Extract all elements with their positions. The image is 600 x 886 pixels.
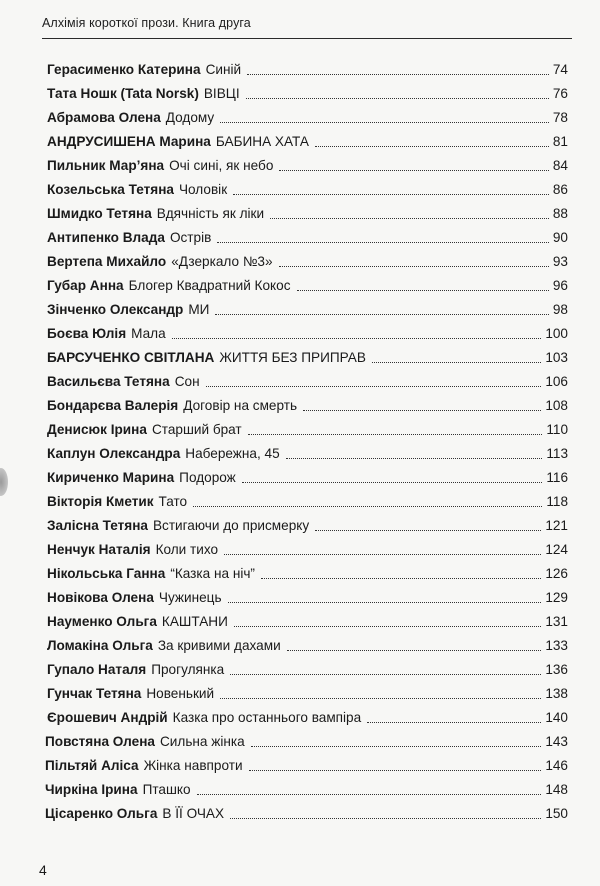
toc-author: Гупало Наталя (47, 662, 147, 677)
toc-page-number: 110 (546, 422, 568, 437)
dot-leader (279, 170, 548, 171)
toc-page-number: 150 (545, 806, 568, 821)
toc-title: БАБИНА ХАТА (215, 134, 309, 149)
toc-entry (47, 246, 568, 270)
toc-title: В ЇЇ ОЧАХ (162, 806, 225, 821)
toc-author: Ломакіна Ольга (47, 638, 153, 653)
toc-page-number: 138 (545, 686, 568, 701)
toc-page-number: 116 (546, 470, 568, 485)
toc-author: Чиркіна Ірина (45, 782, 138, 797)
toc-entry (47, 390, 568, 414)
dot-leader (230, 818, 541, 819)
toc-page-number: 78 (552, 110, 568, 125)
toc-title: Жінка навпроти (143, 758, 243, 773)
toc-title: Чоловік (178, 182, 228, 197)
toc-author: Денисюк Ірина (47, 422, 147, 437)
dot-leader (279, 266, 549, 267)
toc-author: Абрамова Олена (47, 110, 161, 125)
dot-leader (297, 290, 549, 291)
toc-page-number: 140 (545, 710, 568, 725)
toc-author: Науменко Ольга (47, 614, 157, 629)
toc-author: Цісаренко Ольга (45, 806, 158, 821)
toc-title: Вдячність як ліки (156, 206, 265, 221)
toc-page-number: 133 (545, 638, 568, 653)
toc-entry (47, 630, 568, 654)
toc-page-number: 129 (545, 590, 568, 605)
toc-page-number: 126 (545, 566, 568, 581)
toc-title: Острів (169, 230, 212, 245)
toc-page-number: 96 (552, 278, 568, 293)
toc-page-number: 121 (545, 518, 568, 533)
toc-page-number: 131 (545, 614, 568, 629)
toc-author: Ненчук Наталія (47, 542, 151, 557)
toc-title: “Казка на ніч” (170, 566, 255, 581)
toc-page-number: 148 (545, 782, 568, 797)
toc-title: Тато (158, 494, 188, 509)
toc-page-number: 84 (552, 158, 568, 173)
dot-leader (367, 722, 541, 723)
dot-leader (228, 602, 542, 603)
toc-page-number: 93 (552, 254, 568, 269)
binding-shadow (0, 468, 8, 496)
toc-title: Пташко (142, 782, 191, 797)
toc-title: Встигаючи до присмерку (152, 518, 310, 533)
toc-entry (47, 702, 568, 726)
dot-leader (248, 434, 543, 435)
toc-author: Антипенко Влада (47, 230, 165, 245)
toc-title: Очі сині, як небо (169, 158, 274, 173)
toc-title: ЖИТТЯ БЕЗ ПРИПРАВ (219, 350, 366, 365)
toc-title: Блогер Квадратний Кокос (128, 278, 291, 293)
toc-title: «Дзеркало №3» (171, 254, 273, 269)
toc-title: Мала (131, 326, 166, 341)
dot-leader (220, 122, 549, 123)
toc-author: Губар Анна (47, 278, 124, 293)
toc-entry (47, 78, 568, 102)
toc-author: Герасименко Катерина (47, 62, 201, 77)
toc-page-number: 76 (552, 86, 568, 101)
toc-title: Коли тихо (155, 542, 219, 557)
toc-entry (47, 486, 568, 510)
dot-leader (220, 698, 541, 699)
toc-entry (47, 150, 568, 174)
dot-leader (315, 146, 549, 147)
toc-entry (47, 270, 568, 294)
toc-author: Бондарєва Валерія (47, 398, 179, 413)
dot-leader (197, 794, 542, 795)
dot-leader (172, 338, 542, 339)
toc-page-number: 81 (552, 134, 568, 149)
toc-author: АНДРУСИШЕНА Марина (47, 134, 211, 149)
toc-entry (47, 678, 568, 702)
dot-leader (234, 626, 541, 627)
toc-entry (47, 606, 568, 630)
toc-title: Новенький (146, 686, 215, 701)
toc-entry (47, 462, 568, 486)
toc-author: Єрошевич Андрій (47, 710, 168, 725)
toc-entry (47, 438, 568, 462)
toc-title: Набережна, 45 (185, 446, 280, 461)
dot-leader (230, 674, 541, 675)
toc-entry (47, 102, 568, 126)
toc-page-number: 136 (545, 662, 568, 677)
toc-author: Вертепа Михайло (47, 254, 167, 269)
toc-author: Тата Ношк (Tata Norsk) (47, 86, 199, 101)
toc-title: КАШТАНИ (161, 614, 228, 629)
toc-page-number: 98 (552, 302, 568, 317)
toc-entry (47, 174, 568, 198)
toc-author: Новікова Олена (47, 590, 154, 605)
toc-page-number: 113 (546, 446, 568, 461)
dot-leader (251, 746, 542, 747)
toc-author: Боєва Юлія (47, 326, 127, 341)
toc-author: Шмидко Тетяна (47, 206, 152, 221)
dot-leader (193, 506, 542, 507)
toc-page-number: 103 (545, 350, 568, 365)
toc-author: Повстяна Олена (45, 734, 155, 749)
dot-leader (372, 362, 541, 363)
dot-leader (315, 530, 541, 531)
toc-entry (47, 414, 568, 438)
dot-leader (217, 242, 549, 243)
toc-entry (47, 582, 568, 606)
dot-leader (206, 386, 542, 387)
dot-leader (286, 458, 543, 459)
toc-author: Кириченко Марина (47, 470, 175, 485)
running-header: Алхімія короткої прози. Книга друга (42, 16, 251, 30)
toc-page-number: 146 (545, 758, 568, 773)
toc-title: Старший брат (151, 422, 242, 437)
toc-title: Додому (165, 110, 215, 125)
toc-author: Каплун Олександра (47, 446, 181, 461)
toc-page-number: 74 (552, 62, 568, 77)
dot-leader (215, 314, 548, 315)
toc-page-number: 124 (545, 542, 568, 557)
dot-leader (249, 770, 542, 771)
toc-page-number: 108 (545, 398, 568, 413)
toc-author: Козельська Тетяна (47, 182, 174, 197)
dot-leader (246, 98, 549, 99)
toc-entry (47, 318, 568, 342)
toc-title: Синій (205, 62, 242, 77)
toc-page-number: 143 (545, 734, 568, 749)
toc-author: Нікольська Ганна (47, 566, 166, 581)
toc-title: Чужинець (158, 590, 222, 605)
toc-title: Прогулянка (151, 662, 225, 677)
toc-entry (47, 54, 568, 78)
toc-entry (47, 126, 568, 150)
toc-entry (47, 366, 568, 390)
toc-author: БАРСУЧЕНКО СВІТЛАНА (47, 350, 215, 365)
dot-leader (242, 482, 543, 483)
toc-title: Сильна жінка (159, 734, 245, 749)
toc-page-number: 100 (545, 326, 568, 341)
toc-title: Сон (174, 374, 200, 389)
dot-leader (270, 218, 549, 219)
toc-entry (45, 774, 568, 798)
toc-entry (47, 222, 568, 246)
toc-entry (47, 510, 568, 534)
page-number: 4 (39, 862, 47, 878)
toc-title: МИ (188, 302, 210, 317)
toc-entry (45, 750, 568, 774)
toc-entry (47, 342, 568, 366)
toc-author: Зінченко Олександр (47, 302, 184, 317)
dot-leader (287, 650, 542, 651)
toc-page-number: 86 (552, 182, 568, 197)
toc-entry (45, 798, 568, 822)
toc-page-number: 88 (552, 206, 568, 221)
dot-leader (247, 74, 549, 75)
toc-author: Залісна Тетяна (47, 518, 148, 533)
toc-title: Договір на смерть (183, 398, 298, 413)
dot-leader (224, 554, 541, 555)
toc-entry (47, 654, 568, 678)
toc-page-number: 106 (545, 374, 568, 389)
toc-entry (47, 534, 568, 558)
toc-author: Вікторія Кметик (47, 494, 154, 509)
header-rule (42, 38, 572, 39)
toc-author: Пильник Мар’яна (47, 158, 165, 173)
toc-page-number: 90 (552, 230, 568, 245)
dot-leader (233, 194, 549, 195)
toc-entry (47, 198, 568, 222)
toc-author: Васильєва Тетяна (47, 374, 170, 389)
toc-page-number: 118 (546, 494, 568, 509)
toc-entry (47, 294, 568, 318)
toc-title: Казка про останнього вампіра (172, 710, 362, 725)
toc-entry (47, 558, 568, 582)
toc-title: Подорож (179, 470, 236, 485)
dot-leader (303, 410, 541, 411)
toc-title: ВІВЦІ (203, 86, 240, 101)
toc-author: Пільтяй Аліса (45, 758, 139, 773)
toc-title: За кривими дахами (157, 638, 281, 653)
dot-leader (261, 578, 541, 579)
toc-author: Гунчак Тетяна (47, 686, 142, 701)
toc-entry (45, 726, 568, 750)
